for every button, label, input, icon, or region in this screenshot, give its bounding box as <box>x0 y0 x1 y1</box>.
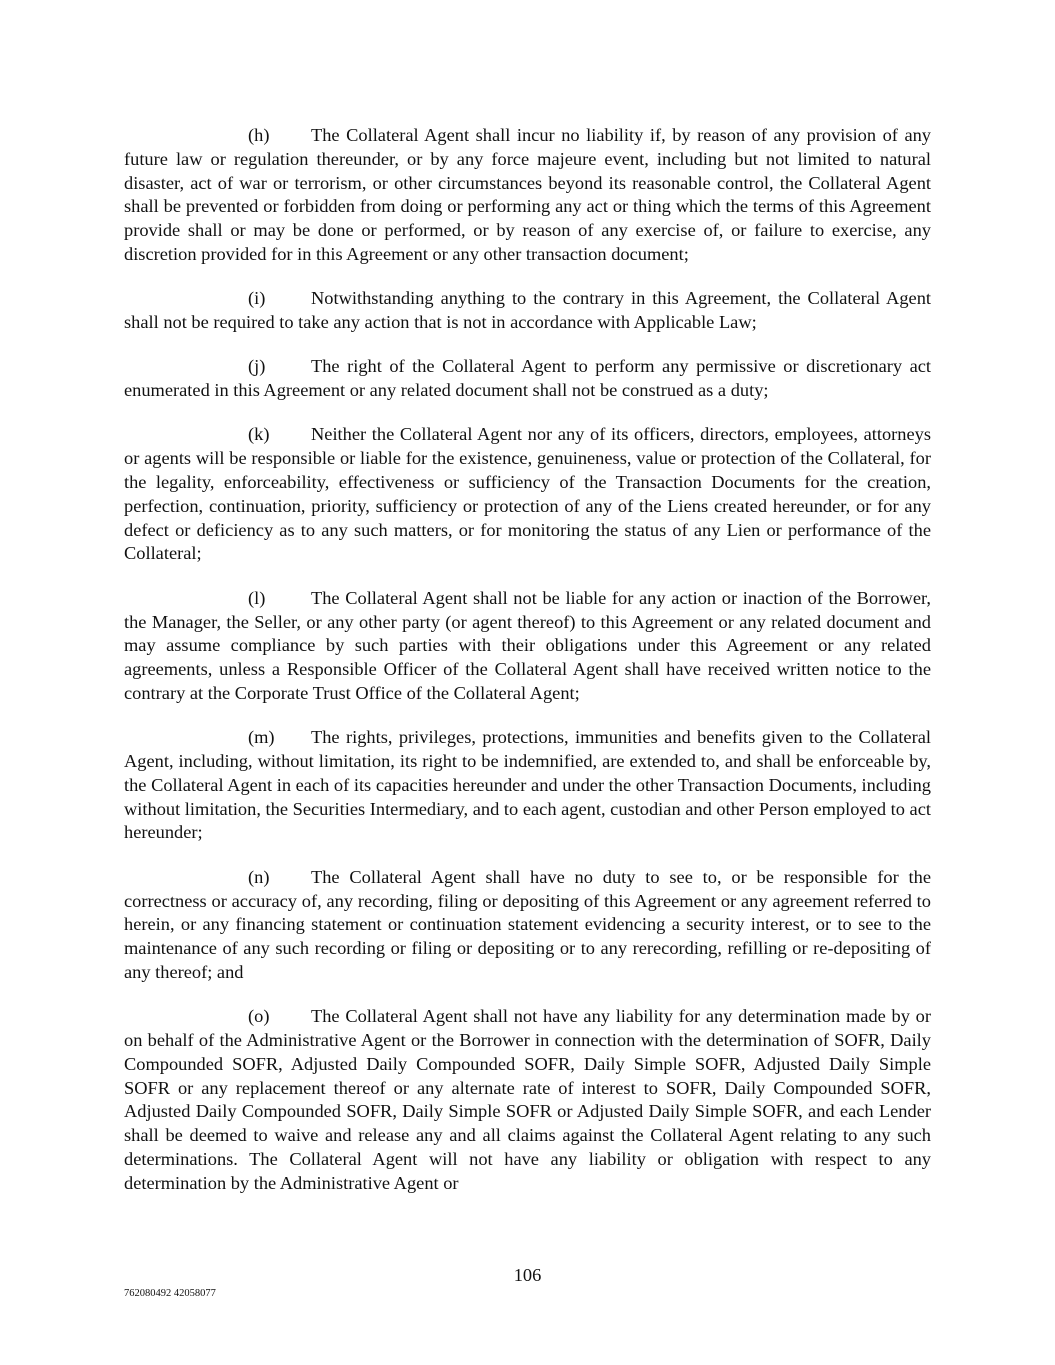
paragraph-label: (h) <box>248 125 270 145</box>
paragraph-label: (n) <box>248 866 270 887</box>
paragraph-l <box>124 587 931 706</box>
paragraph-label: (i) <box>248 288 266 309</box>
paragraph-text: Neither the Collateral Agent nor any of its officers, directors, employees, attorneys or agents will be responsible or liable for the existence, genuineness, value or protection of the Collateral, for the legality, enforceability, effectiveness or sufficiency of the Transaction Documents for the creation, perfection, continuation, priority, sufficiency or protection of any of the Liens created hereunder, or for any defect or deficiency as to any such matters, or for monitoring the status of any Lien or performance of the Collateral; <box>124 424 931 564</box>
paragraph-text: The Collateral Agent shall not be liable for any action or inaction of the Borrower, the Manager, the Seller, or any other party (or agent thereof) to this Agreement or any related document and may assume compliance by such parties with their obligations under this Agreement or any related agreements, unless a Responsible Officer of the Collateral Agent shall have received written notice to the contrary at the Corporate Trust Office of the Collateral Agent; <box>124 587 931 703</box>
paragraph-n <box>124 866 931 985</box>
paragraph-label: (k) <box>248 424 270 445</box>
document-id: 762080492 42058077 <box>124 1288 216 1299</box>
paragraph-label: (l) <box>248 587 266 608</box>
paragraph-label: (o) <box>248 1006 270 1027</box>
paragraph-k <box>124 423 931 566</box>
paragraph-text: Notwithstanding anything to the contrary in this Agreement, the Collateral Agent shall not be required to take any action that is not in accordance with Applicable Law; <box>124 288 931 333</box>
paragraph-text: The Collateral Agent shall incur no liability if, by reason of any provision of any future law or regulation thereunder, or by any force majeure event, including but not limited to natural disaster, act of war or terrorism, or other circumstances beyond its reasonable control, the Collateral Agent shall be prevented or forbidden from doing or performing any act or thing which the terms of this Agreement provide shall or may be done or performed, or by reason of any exercise of, or failure to exercise, any discretion provided for in this Agreement or any other transaction document; <box>124 125 931 264</box>
paragraph-h <box>124 124 931 267</box>
page-number: 106 <box>513 1265 542 1285</box>
paragraph-label: (j) <box>248 356 266 377</box>
paragraph-o <box>124 1005 931 1195</box>
paragraph-text: The Collateral Agent shall not have any liability for any determination made by or on behalf of the Administrative Agent or the Borrower in connection with the determination of SOFR, Daily Compounded SOFR, Adjusted Daily Compounded SOFR, Daily Simple SOFR, Adjusted Daily Simple SOFR or any replacement thereof or any alternate rate of interest to SOFR, Daily Compounded SOFR, Adjusted Daily Compounded SOFR, Daily Simple SOFR or Adjusted Daily Simple SOFR, and each Lender shall be deemed to waive and release any and all claims against the Collateral Agent relating to any such determinations. The Collateral Agent will not have any liability or obligation with respect to any determination by the Administrative Agent or <box>124 1006 931 1193</box>
paragraph-text: The Collateral Agent shall have no duty to see to, or be responsible for the correctness or accuracy of, any recording, filing or depositing of this Agreement or any agreement referred to herein, or any financing statement or continuation statement evidencing a security interest, or to see to the maintenance of any such recording or filing or depositing or to any rerecording, refilling or re-depositing of any thereof; and <box>124 866 931 982</box>
paragraph-m <box>124 726 931 845</box>
document-body <box>124 124 931 1196</box>
paragraph-text: The right of the Collateral Agent to perform any permissive or discretionary act enumerated in this Agreement or any related document shall not be construed as a duty; <box>124 356 931 401</box>
paragraph-label: (m) <box>248 727 275 748</box>
paragraph-i <box>124 287 931 335</box>
paragraph-j <box>124 355 931 403</box>
paragraph-text: The rights, privileges, protections, immunities and benefits given to the Collateral Agent, including, without limitation, its right to be indemnified, are extended to, and shall be enforceable by, the Collateral Agent in each of its capacities hereunder and under the other Transaction Documents, including without limitation, the Securities Intermediary, and to each agent, custodian and other Person employed to act hereunder; <box>124 727 931 843</box>
